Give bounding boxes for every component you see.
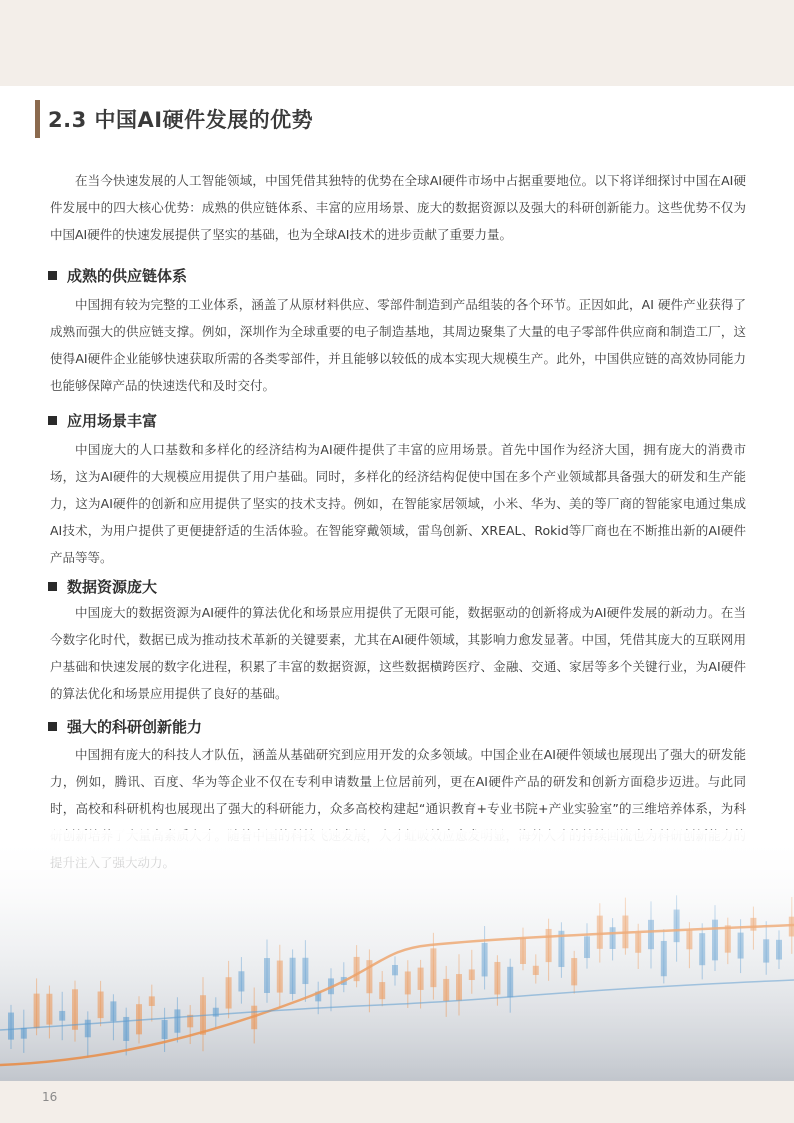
subheading-supply-chain xyxy=(48,265,187,286)
subheading-label: 应用场景丰富 xyxy=(67,412,158,430)
page-number: 16 xyxy=(42,1090,58,1104)
subheading-research xyxy=(48,716,202,737)
header-band xyxy=(0,0,794,86)
decorative-candlestick-background xyxy=(0,830,794,1081)
square-bullet-icon xyxy=(48,416,57,425)
body-paragraph: 中国拥有较为完整的工业体系，涵盖了从原材料供应、零部件制造到产品组装的各个环节。正因如此，AI 硬件产业获得了成熟而强大的供应链支撑。例如，深圳作为全球重要的电子制造基地，其周边聚集了大量的电子零部件供应商和制造工厂，这使得AI硬件企业能够快速获取所需的各类零部件，并且能够以较低的成本实现大规模生产。此外，中国供应链的高效协同能力也能够保障产品的快速迭代和及时交付。 xyxy=(50,297,746,393)
footer-band xyxy=(0,1081,794,1123)
body-paragraph: 中国庞大的数据资源为AI硬件的算法优化和场景应用提供了无限可能，数据驱动的创新将成为AI硬件发展的新动力。在当今数字化时代，数据已成为推动技术革新的关键要素，尤其在AI硬件领域，其影响力愈发显著。中国，凭借其庞大的互联网用户基础和快速发展的数字化进程，积累了丰富的数据资源，这些数据横跨医疗、金融、交通、家居等多个关键行业，为AI硬件的算法优化和场景应用提供了良好的基础。 xyxy=(50,605,746,701)
section-title: 2.3 中国AI硬件发展的优势 xyxy=(48,108,314,132)
subheading-application xyxy=(48,410,157,431)
square-bullet-icon xyxy=(48,271,57,280)
candlestick-chart-image xyxy=(0,830,794,1081)
subheading-data xyxy=(48,576,157,597)
square-bullet-icon xyxy=(48,722,57,731)
square-bullet-icon xyxy=(48,582,57,591)
body-paragraph: 中国拥有庞大的科技人才队伍，涵盖从基础研究到应用开发的众多领域。中国企业在AI硬件领域也展现出了强大的研发能力，例如，腾讯、百度、华为等企业不仅在专利申请数量上位居前列，更在AI硬件产品的研发和创新方面稳步迈进。与此同时，高校和科研机构也展现出了强大的科研能力，众多高校构建起“通识教育+专业书院+产业实验室”的三维培养体系，为科 xyxy=(50,747,746,816)
intro-paragraph: 在当今快速发展的人工智能领域，中国凭借其独特的优势在全球AI硬件市场中占据重要地位。以下将详细探讨中国在AI硬件发展中的四大核心优势：成熟的供应链体系、丰富的应用场景、庞大的数据资源以及强大的科研创新能力。这些优势不仅为中国AI硬件的快速发展提供了坚实的基础，也为全球AI技术的进步贡献了重要力量。 xyxy=(50,173,746,242)
subheading-label: 强大的科研创新能力 xyxy=(67,718,203,736)
section-accent-bar xyxy=(35,100,40,138)
subheading-label: 成熟的供应链体系 xyxy=(67,267,188,285)
subheading-label: 数据资源庞大 xyxy=(67,578,158,596)
body-paragraph: 中国庞大的人口基数和多样化的经济结构为AI硬件提供了丰富的应用场景。首先中国作为经济大国，拥有庞大的消费市场，这为AI硬件的大规模应用提供了用户基础。同时，多样化的经济结构促使中国在多个产业领域都具备强大的研发和生产能力，这为AI硬件的创新和应用提供了坚实的技术支持。例如，在智能家居领域，小米、华为、美的等厂商的智能家电通过集成AI技术，为用户提供了更便捷舒适的生活体验。在智能穿戴领域，雷鸟创新、XREAL、Rokid等厂商也在不断推出新的AI硬件产品等等。 xyxy=(50,442,746,565)
